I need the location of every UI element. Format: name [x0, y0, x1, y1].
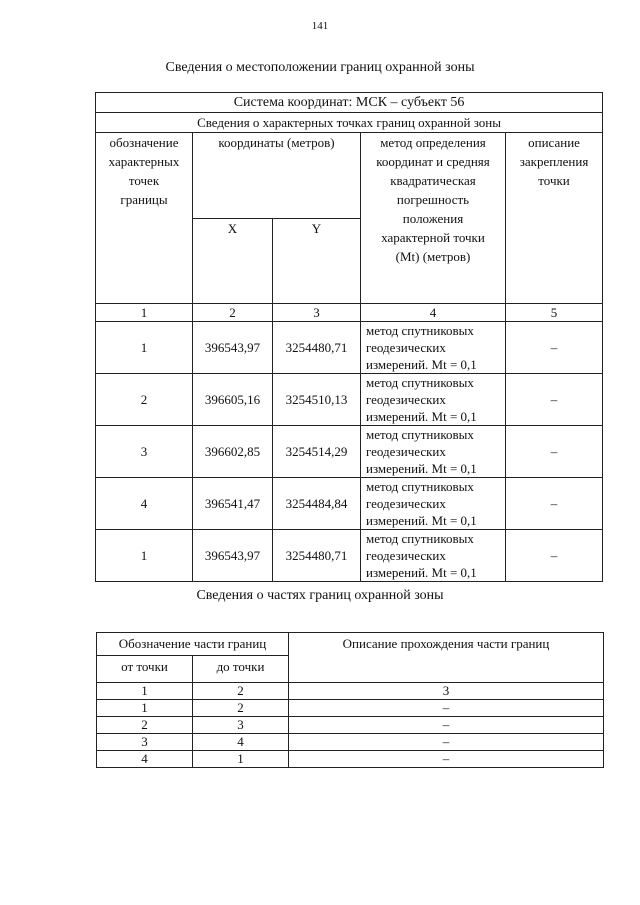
parts-column-numbers-row [97, 683, 604, 700]
text-line: погрешность [396, 192, 470, 207]
coordinate-x: 396605,16 [193, 374, 273, 426]
table-subtitle: Сведения о характерных точках границ охранной зоны [96, 113, 603, 133]
method-cell [361, 322, 506, 374]
text-line: геодезических [366, 444, 446, 459]
point-number: 4 [96, 478, 193, 530]
text-line: положения [402, 211, 464, 226]
coordinate-y: 3254484,84 [273, 478, 361, 530]
text-line: закрепления [519, 154, 589, 169]
column-numbers-row [96, 304, 603, 322]
point-description: – [506, 374, 603, 426]
method-cell [361, 426, 506, 478]
header-description [506, 133, 603, 304]
column-number: 2 [193, 683, 289, 700]
text-line: метод определения [380, 135, 486, 150]
from-point: 1 [97, 700, 193, 717]
text-line: (Mt) (метров) [395, 249, 471, 264]
text-line: измерений. Mt = 0,1 [366, 565, 477, 580]
text-line: обозначение [109, 135, 179, 150]
column-number: 1 [97, 683, 193, 700]
column-number: 5 [506, 304, 603, 322]
coordinate-y: 3254514,29 [273, 426, 361, 478]
header-part-designation: Обозначение части границ [97, 633, 289, 656]
table-row [96, 530, 603, 582]
coordinate-x: 396543,97 [193, 322, 273, 374]
column-number: 4 [361, 304, 506, 322]
boundary-parts-table [96, 632, 604, 768]
text-line: характерных [108, 154, 180, 169]
header-from-point: от точки [97, 656, 193, 683]
text-line: метод спутниковых [366, 479, 474, 494]
header-to-point: до точки [193, 656, 289, 683]
parts-header-row-1 [97, 633, 604, 656]
coordinate-y: 3254480,71 [273, 322, 361, 374]
text-line: границы [120, 192, 168, 207]
text-line: измерений. Mt = 0,1 [366, 357, 477, 372]
table-row [97, 734, 604, 751]
table-row [97, 700, 604, 717]
table-row [96, 374, 603, 426]
text-line: координат и средняя [376, 154, 490, 169]
text-line: метод спутниковых [366, 427, 474, 442]
coordinate-x: 396543,97 [193, 530, 273, 582]
point-description: – [506, 478, 603, 530]
text-line: описание [528, 135, 580, 150]
from-point: 2 [97, 717, 193, 734]
column-number: 1 [96, 304, 193, 322]
part-description: – [289, 700, 604, 717]
text-line: точек [128, 173, 160, 188]
text-line: измерений. Mt = 0,1 [366, 409, 477, 424]
section-title-boundaries: Сведения о местоположении границ охранной зоны [165, 60, 475, 75]
to-point: 4 [193, 734, 289, 751]
column-number: 2 [193, 304, 273, 322]
header-row-1 [96, 133, 603, 219]
point-number: 1 [96, 530, 193, 582]
header-y: Y [273, 218, 361, 304]
coordinate-system: Система координат: МСК – субъект 56 [96, 93, 603, 113]
section-title-parts: Сведения о частях границ охранной зоны [196, 588, 444, 603]
coordinate-x: 396602,85 [193, 426, 273, 478]
point-description: – [506, 426, 603, 478]
text-line: характерной точки [381, 230, 485, 245]
text-line: геодезических [366, 340, 446, 355]
point-number: 1 [96, 322, 193, 374]
text-line: метод спутниковых [366, 531, 474, 546]
coordinate-system-row [96, 93, 603, 113]
to-point: 1 [193, 751, 289, 768]
header-method [361, 133, 506, 304]
text-line: точки [538, 173, 570, 188]
header-designation [96, 133, 193, 304]
header-coordinates: координаты (метров) [193, 133, 361, 219]
text-line: метод спутниковых [366, 375, 474, 390]
part-description: – [289, 751, 604, 768]
subtitle-row [96, 113, 603, 133]
table-row [96, 322, 603, 374]
point-description: – [506, 322, 603, 374]
method-cell [361, 478, 506, 530]
text-line: измерений. Mt = 0,1 [366, 513, 477, 528]
header-part-description: Описание прохождения части границ [289, 633, 604, 683]
point-number: 2 [96, 374, 193, 426]
text-line: измерений. Mt = 0,1 [366, 461, 477, 476]
column-number: 3 [273, 304, 361, 322]
table-row [97, 717, 604, 734]
table-row [96, 478, 603, 530]
coordinate-y: 3254510,13 [273, 374, 361, 426]
header-x: X [193, 218, 273, 304]
column-number: 3 [289, 683, 604, 700]
text-line: геодезических [366, 548, 446, 563]
text-line: геодезических [366, 392, 446, 407]
from-point: 4 [97, 751, 193, 768]
text-line: геодезических [366, 496, 446, 511]
boundary-points-table [95, 92, 603, 582]
text-line: квадратическая [390, 173, 476, 188]
text-line: метод спутниковых [366, 323, 474, 338]
to-point: 3 [193, 717, 289, 734]
page-number: 141 [311, 20, 329, 32]
part-description: – [289, 734, 604, 751]
coordinate-x: 396541,47 [193, 478, 273, 530]
method-cell [361, 374, 506, 426]
to-point: 2 [193, 700, 289, 717]
table-row [96, 426, 603, 478]
point-number: 3 [96, 426, 193, 478]
point-description: – [506, 530, 603, 582]
from-point: 3 [97, 734, 193, 751]
method-cell [361, 530, 506, 582]
part-description: – [289, 717, 604, 734]
coordinate-y: 3254480,71 [273, 530, 361, 582]
table-row [97, 751, 604, 768]
